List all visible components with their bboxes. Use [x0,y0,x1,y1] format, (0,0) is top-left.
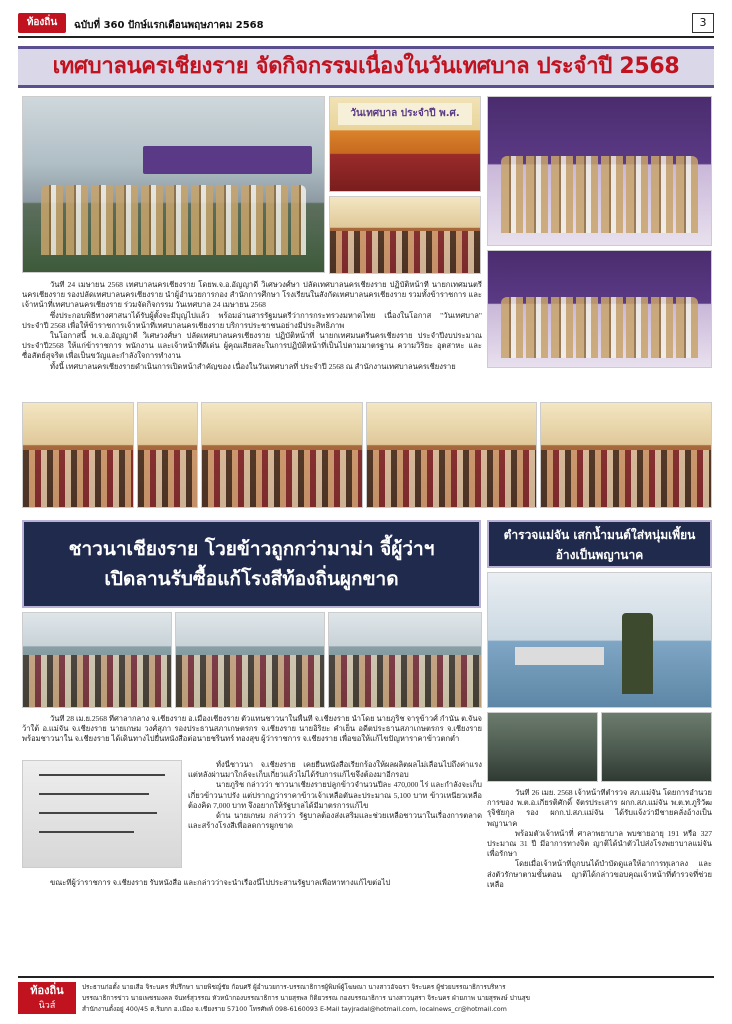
story2-paragraph: ขณะที่ผู้ว่าราชการ จ.เชียงราย รับหนังสือ และกล่าวว่าจะนำเรื่องนี้ไปประสานรัฐบาลเพื่อหาทางแก้ไขต่อไป [50,878,391,887]
story2-photo-protest-2 [175,612,325,708]
masthead-logo [18,13,66,33]
story1-banner: วันเทศบาล ประจำปี พ.ศ. [338,103,472,125]
footer-line: ประธานก่อตั้ง นายเสือ จิระนคร ที่ปรึกษา นายพิชญ์ชัย ก้อนศรี ผู้อำนวยการ-บรรณาธิการผู้พิมพ์ผู้โฆษณา นางสาวอัจฉรา จิระนคร ผู้ช่วยบรรณาธิการบริหาร [82,983,506,991]
story1-photo-award-group2 [487,250,712,368]
story1-photo-audience [329,196,481,274]
story2-paragraph: ทั้งนี้ชาวนา จ.เชียงราย เคยยื่นหนังสือเรียกร้องให้ผลผลิตผลไม่เลื่อนไปถึงค่าแรง แต่หลังผ่านมาใกล้จะเก็บเกี่ยวแล้วไม่ได้รับการแก้ไขจึงต้องมาอีกรอบ [188,760,482,780]
footer [18,976,714,1016]
footer-line: สำนักงานตั้งอยู่ 400/45 ต.ริมกก อ.เมือง จ.เชียงราย 57100 โทรศัพท์ 098-6160093 E-Mail tayjradal@hotmail.com, localnews_cr@hotmail.com [82,1005,507,1013]
page-number: 3 [692,13,714,33]
footer-logo [18,982,76,1014]
story3-paragraph: โดยเมื่อเจ้าหน้าที่ถูกบนได้บำบัดดูแลให้อาการทุเลาลง และส่งตัวรักษาตามขั้นตอน ญาติได้กล่าวขอบคุณเจ้าหน้าที่ตำรวจที่ช่วยเหลือ [487,859,712,889]
issue-line: ฉบับที่ 360 ปักษ์แรกเดือนพฤษภาคม 2568 [74,20,264,31]
story1-strip-photo-1 [22,402,134,508]
story1-strip-photo-5 [540,402,712,508]
story2-photo-protest-3 [328,612,482,708]
story3-photo-officers-1 [487,712,598,782]
story1-paragraph: วันที่ 24 เมษายน 2568 เทศบาลนครเชียงราย โดยพ.จ.อ.อัญญาดี วิเศษวงศ์ษา ปลัดเทศบาลนครเชียงราย ปฏิบัติหน้าที่ นายกเทศมนตรีนครเชียงราย รองปลัดเทศบาลนครเชียงราย นำผู้อำนวยการกอง สำนักการศึกษา โรงเรียนในสังกัดเทศบาลนครเชียงราย รวมทั้งข้าราชการ และเจ้าหน้าที่เทศบาลนครเชียงราย ร่วมจัดกิจกรรม วันเทศบาล 24 เมษายน 2568 [22,280,482,310]
story1-headline-bar [18,46,714,88]
footer-logo-text: ท้องถิ่น [30,984,64,997]
story2-headline-line2: เปิดลานรับซื้อแก้โรงสีท้องถิ่นผูกขาด [104,568,399,590]
story3-headline-box [487,520,712,568]
footer-line: บรรณาธิการข่าว นายเพชรมงคล จันทร์สุวรรณ หัวหน้ากองบรรณาธิการ นายสุรพล กิติยวรรณ กองบรรณาธิการ นางสาวนุสรา จิระนคร ฝ่ายภาพ นายสุรพงษ์ ปานสุข [82,994,531,1002]
story1-photo-award-group1 [487,96,712,246]
story1-body [22,280,482,370]
story1-photo-staff-group [22,96,325,273]
story2-paragraph: วันที่ 28 เม.ย.2568 ที่ศาลากลาง จ.เชียงราย อ.เมืองเชียงราย ตัวแทนชาวนาในพื้นที่ จ.เชียงราย นำโดย นายภูริช จารุข้าวศ์ กำนัน ต.จันจว้าใต้ อ.แม่จัน จ.เชียงราย นายเกษม วงศ์สุภา รองประธานสภาเกษตรกร จ.เชียงราย นายอิริยะ คำเย็น อดีตประธานสภาเกษตรกร จ.เชียงราย พร้อมชาวนาใน จ.เชียงราย ได้เดินทางไปยื่นหนังสือต่อนายชรินทร์ ทองสุข ผู้ว่าราชการ จ.เชียงราย เพื่อขอให้แก้ไขปัญหาราคาข้าวตกต่ำ [22,714,482,744]
story2-photo-document [22,760,182,868]
story1-paragraph: ซึ่งประกอบพิธีทางศาสนาได้รับผู้ตั้งจะมีบุญไปแล้ว พร้อมอ่านสารรัฐมนตรีว่าการกระทรวงมหาดไทย เนื่องในโอกาส "วันเทศบาล" ประจำปี 2568 เพื่อให้ข้าราชการเจ้าหน้าที่เทศบาลนครเชียงราย บริการประชาชนอย่างมีประสิทธิภาพ [22,310,482,330]
masthead [18,10,714,38]
story3-paragraph: พร้อมตัวเจ้าหน้าที่ ศาลาพยาบาล พบชายอายุ 191 หรือ 327 ประมาณ 31 ปี มีอาการทางจิต ญาติได้นำตัวไปส่งโรงพยาบาลแม่จันเพื่อรักษา [487,828,712,859]
story3-headline-line2: อ้างเป็นพญานาค [555,548,644,562]
story2-headline-line1: ชาวนาเชียงราย โวยข้าวถูกกว่ามาม่า จี้ผู้ว่าฯ [68,538,435,560]
masthead-logo-text: ท้องถิ่น [26,17,58,28]
story2-body-bottom [22,878,482,968]
story2-body-col2 [188,760,482,872]
story1-strip-photo-2 [137,402,198,508]
story1-strip-photo-4 [366,402,537,508]
story3-headline-line1: ตำรวจแม่จัน เสกน้ำมนต์ใส่หนุ่มเพี้ยน [503,528,696,542]
story1-paragraph: ในโอกาสนี้ พ.จ.อ.อัญญาดี วิเศษวงศ์ษา ปลัดเทศบาลนครเชียงราย ปฏิบัติหน้าที่ นายกเทศมนตรีนครเชียงราย ประจำปีงบประมาณ ประจำปี2568 ให้แก่ข้าราชการ พนักงาน และเจ้าหน้าที่ดีเด่น ผู้คุณเสียสละในการปฏิบัติหน้าที่เป็นไปตามมาตรฐาน ความวิริยะ อุตสาหะ และซื่อสัตย์สุจริต เพื่อเป็นขวัญและกำลังใจการทำงาน [22,331,482,361]
story3-photo-officers-2 [601,712,712,782]
story1-headline: เทศบาลนครเชียงราย จัดกิจกรรมเนื่องในวันเทศบาล ประจำปี 2568 [52,54,680,79]
footer-credits [82,982,714,1015]
story2-paragraph: ด้าน นายเกษม กล่าวว่า รัฐบาลต้องส่งเสริมและช่วยเหลือชาวนาในเรื่องการตลาดและสร้างโรงสีเพื่อลดการผูกขาด [188,811,482,831]
story1-paragraph: ทั้งนี้ เทศบาลนครเชียงรายดำเนินการเปิดหน้าสำคัญของ เนื่องในวันเทศบาลที่ ประจำปี 2568 ณ สำนักงานเทศบาลนครเชียงราย [50,361,456,370]
story2-headline-box [22,520,481,608]
story1-photo-monks [329,96,481,192]
story3-paragraph: วันที่ 26 เมย. 2568 เจ้าหน้าที่ตำรวจ สภ.แม่จัน โดยการอำนวยการของ พ.ต.อ.เกียรติศักดิ์ จัตรประเสาร ผกก.สภ.แม่จัน พ.ต.ท.ภูริวัฒ รุจิชัยกุล รอง ผกก.ป.สภ.แม่จัน ได้รับแจ้งว่ามีชายคลั่งอ้างเป็นพญานาค [487,788,712,828]
footer-logo-sub: นิวส์ [38,1001,56,1011]
story1-strip-photo-3 [201,402,363,508]
story2-photo-protest-1 [22,612,172,708]
story2-paragraph: นายภูริช กล่าวว่า ชาวนาเชียงรายปลูกข้าวจำนวนปีละ 470,000 ไร่ และกำลังจะเก็บเกี่ยวข้าวนาปรัง แต่ปรากฏว่าราคาข้าวเจ้าเหลือตันละประมาณ 5,100 บาท ข้าวเหนียวเหลือต้องคิด 7,000 บาท จึงอยากให้รัฐบาลได้มีมาตรการแก้ไข [188,780,482,810]
story3-body [487,788,712,970]
story3-photo-hospital [487,572,712,708]
